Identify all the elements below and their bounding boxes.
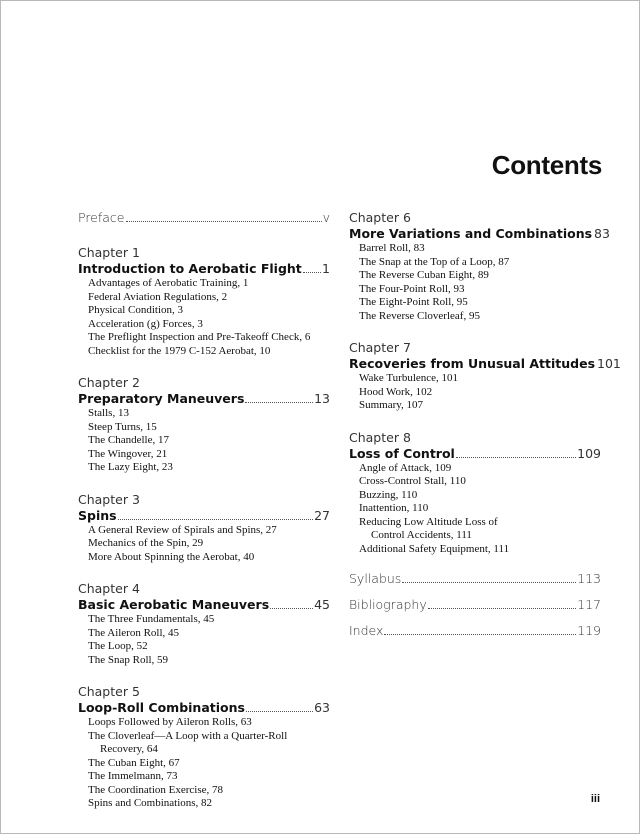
leader-dots <box>118 518 314 520</box>
toc-entry-chapter-4[interactable] <box>78 597 330 613</box>
section-list <box>349 242 601 323</box>
section-item[interactable]: Loops Followed by Aileron Rolls, 63 <box>88 716 252 728</box>
chapter-title: Introduction to Aerobatic Flight <box>78 261 302 276</box>
section-item[interactable]: The Lazy Eight, 23 <box>88 461 173 473</box>
section-item[interactable]: The Four-Point Roll, 93 <box>359 282 465 295</box>
chapter-label: Chapter 8 <box>349 429 411 445</box>
section-item[interactable]: A General Review of Spirals and Spins, 27 <box>88 523 277 536</box>
leader-dots <box>384 633 576 635</box>
leader-dots <box>270 607 313 609</box>
section-item[interactable]: Angle of Attack, 109 <box>359 461 452 474</box>
section-item[interactable]: Advantages of Aerobatic Training, 1 <box>88 277 249 289</box>
section-item[interactable]: The Reverse Cloverleaf, 95 <box>359 309 480 322</box>
entry-page: 119 <box>577 623 601 638</box>
section-list <box>78 407 330 475</box>
toc-entry-chapter-8[interactable] <box>349 446 601 462</box>
leader-dots <box>456 456 576 458</box>
section-item[interactable]: The Snap at the Top of a Loop, 87 <box>359 255 510 268</box>
section-item[interactable]: The Wingover, 21 <box>88 447 168 460</box>
toc-left-column <box>78 209 330 811</box>
chapter-label: Chapter 2 <box>78 375 140 390</box>
section-item[interactable]: Federal Aviation Regulations, 2 <box>88 290 228 303</box>
section-item[interactable]: Wake Turbulence, 101 <box>359 372 459 384</box>
toc-entry-syllabus[interactable] <box>349 570 601 587</box>
toc-entry-chapter-7[interactable] <box>349 356 621 372</box>
section-list <box>78 613 330 667</box>
chapter-page: 1 <box>322 261 330 276</box>
section-item[interactable]: The Reverse Cuban Eight, 89 <box>359 269 489 281</box>
section-item[interactable]: Inattention, 110 <box>359 502 429 514</box>
toc-entry-chapter-2[interactable] <box>78 391 330 407</box>
chapter-label: Chapter 4 <box>78 581 140 596</box>
section-item[interactable]: The Preflight Inspection and Pre-Takeoff Check, 6 <box>88 331 311 343</box>
section-item-continuation[interactable]: Control Accidents, 111 <box>371 529 472 541</box>
section-item[interactable]: The Aileron Roll, 45 <box>88 626 180 639</box>
section-item[interactable]: The Chandelle, 17 <box>88 434 169 446</box>
section-item[interactable]: Steep Turns, 15 <box>88 420 157 433</box>
leader-dots <box>303 271 321 273</box>
section-item-continuation[interactable]: Recovery, 64 <box>100 743 158 755</box>
section-item[interactable]: Mechanics of the Spin, 29 <box>88 537 204 549</box>
chapter-label: Chapter 3 <box>78 491 140 507</box>
chapter-title: Recoveries from Unusual Attitudes <box>349 356 596 371</box>
section-item[interactable]: Barrel Roll, 83 <box>359 242 425 254</box>
entry-label: Syllabus <box>349 571 402 586</box>
toc-entry-chapter-5[interactable] <box>78 700 330 716</box>
section-item[interactable]: The Three Fundamentals, 45 <box>88 613 215 625</box>
chapter-title: Spins <box>78 507 117 523</box>
section-list <box>78 277 330 358</box>
entry-label: Index <box>349 623 384 638</box>
page-title: Contents <box>491 150 602 180</box>
chapter-title: Basic Aerobatic Maneuvers <box>78 597 270 612</box>
chapter-page: 45 <box>314 597 330 612</box>
leader-dots <box>246 710 313 712</box>
section-item[interactable]: The Eight-Point Roll, 95 <box>359 296 468 308</box>
chapter-label: Chapter 7 <box>349 340 411 355</box>
chapter-page: 101 <box>597 356 621 371</box>
section-item[interactable]: More About Spinning the Aerobat, 40 <box>88 550 255 563</box>
section-list <box>78 716 330 811</box>
section-item[interactable]: Spins and Combinations, 82 <box>88 797 213 809</box>
toc-entry-chapter-6[interactable] <box>349 226 610 242</box>
section-item[interactable]: The Cloverleaf—A Loop with a Quarter-Roll <box>88 729 288 742</box>
section-list <box>349 372 601 413</box>
chapter-page: 63 <box>314 700 330 715</box>
toc-entry-chapter-3[interactable] <box>78 508 330 524</box>
section-item[interactable]: The Cuban Eight, 67 <box>88 756 180 769</box>
section-item[interactable]: Checklist for the 1979 C-152 Aerobat, 10 <box>88 344 271 357</box>
chapter-page: 109 <box>577 445 601 461</box>
toc-entry-index[interactable] <box>349 622 601 639</box>
section-item[interactable]: Additional Safety Equipment, 111 <box>359 542 510 555</box>
chapter-label: Chapter 1 <box>78 245 140 260</box>
entry-page: 113 <box>577 571 601 586</box>
section-item[interactable]: The Loop, 52 <box>88 640 148 652</box>
leader-dots <box>126 220 322 222</box>
toc-entry-bibliography[interactable] <box>349 596 601 613</box>
section-item[interactable]: The Immelmann, 73 <box>88 770 178 782</box>
leader-dots <box>428 607 576 609</box>
section-item[interactable]: Acceleration (g) Forces, 3 <box>88 317 203 330</box>
chapter-title: Loop-Roll Combinations <box>78 700 245 715</box>
chapter-title: Preparatory Maneuvers <box>78 391 245 406</box>
toc-right-column <box>349 209 621 639</box>
section-item[interactable]: Cross-Control Stall, 110 <box>359 475 466 487</box>
leader-dots <box>402 581 576 583</box>
leader-dots <box>245 401 313 403</box>
page-number: iii <box>590 793 600 805</box>
entry-page: v <box>322 210 330 225</box>
section-item[interactable]: The Snap Roll, 59 <box>88 653 169 666</box>
section-item[interactable]: Physical Condition, 3 <box>88 304 184 316</box>
chapter-label: Chapter 5 <box>78 684 140 699</box>
section-item[interactable]: Summary, 107 <box>359 399 424 411</box>
chapter-label: Chapter 6 <box>349 210 411 225</box>
section-item[interactable]: Hood Work, 102 <box>359 385 433 398</box>
section-item[interactable]: The Coordination Exercise, 78 <box>88 783 224 796</box>
section-item[interactable]: Reducing Low Altitude Loss of <box>359 515 498 528</box>
chapter-title: More Variations and Combinations <box>349 226 593 241</box>
chapter-title: Loss of Control <box>349 445 455 461</box>
section-list <box>78 524 330 565</box>
section-item[interactable]: Stalls, 13 <box>88 407 129 419</box>
section-list <box>349 462 601 557</box>
entry-page: 117 <box>577 597 601 612</box>
entry-label: Preface <box>78 210 125 225</box>
toc-entry-preface[interactable] <box>78 209 330 226</box>
entry-label: Bibliography <box>349 597 427 612</box>
toc-entry-chapter-1[interactable] <box>78 261 330 277</box>
chapter-page: 27 <box>314 507 330 523</box>
chapter-page: 83 <box>594 226 610 241</box>
chapter-page: 13 <box>314 391 330 406</box>
section-item[interactable]: Buzzing, 110 <box>359 488 418 501</box>
